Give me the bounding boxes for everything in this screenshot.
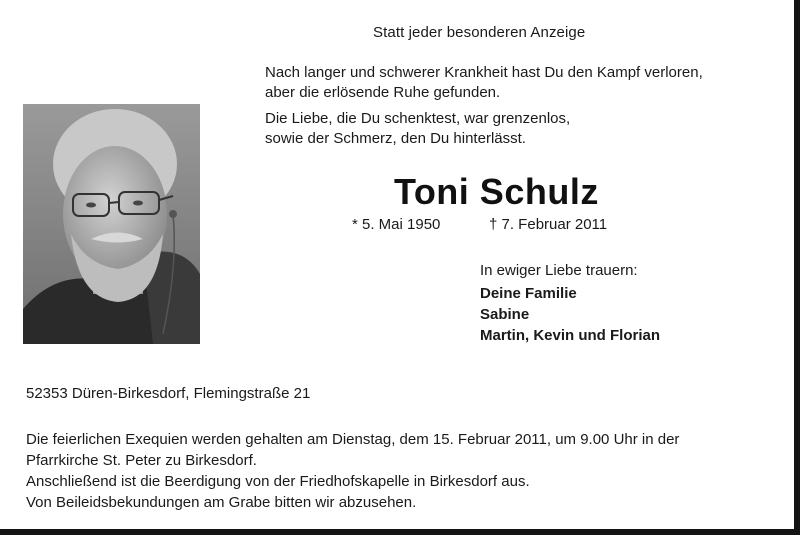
mourner-name: Sabine: [480, 306, 530, 323]
address: 52353 Düren-Birkesdorf, Flemingstraße 21: [26, 385, 311, 402]
deceased-name: Toni Schulz: [394, 171, 599, 212]
portrait-illustration: [23, 104, 200, 344]
portrait-photo: [23, 104, 200, 344]
service-information: [26, 429, 679, 513]
birth-date: * 5. Mai 1950: [352, 216, 441, 233]
mourner-name: Deine Familie: [480, 285, 577, 302]
service-line: Von Beileidsbekundungen am Grabe bitten wir abzusehen.: [26, 494, 417, 511]
mourner-name: Martin, Kevin und Florian: [480, 327, 661, 344]
mourners-intro: In ewiger Liebe trauern:: [480, 262, 638, 279]
paragraph-line: aber die erlösende Ruhe gefunden.: [265, 84, 501, 101]
paragraph-love: [265, 109, 570, 149]
paragraph-line: Die Liebe, die Du schenktest, war grenzenlos,: [265, 110, 571, 127]
service-line: Anschließend ist die Beerdigung von der Friedhofskapelle in Birkesdorf aus.: [26, 473, 530, 490]
paragraph-line: sowie der Schmerz, den Du hinterlässt.: [265, 130, 526, 147]
service-line: Pfarrkirche St. Peter zu Birkesdorf.: [26, 452, 257, 469]
intro-line: Statt jeder besonderen Anzeige: [373, 24, 586, 41]
service-line: Die feierlichen Exequien werden gehalten am Dienstag, dem 15. Februar 2011, um 9.00 Uhr in der: [26, 431, 680, 448]
paragraph-line: Nach langer und schwerer Krankheit hast Du den Kampf verloren,: [265, 64, 703, 81]
death-date: † 7. Februar 2011: [489, 216, 608, 233]
paragraph-farewell: [265, 63, 703, 103]
